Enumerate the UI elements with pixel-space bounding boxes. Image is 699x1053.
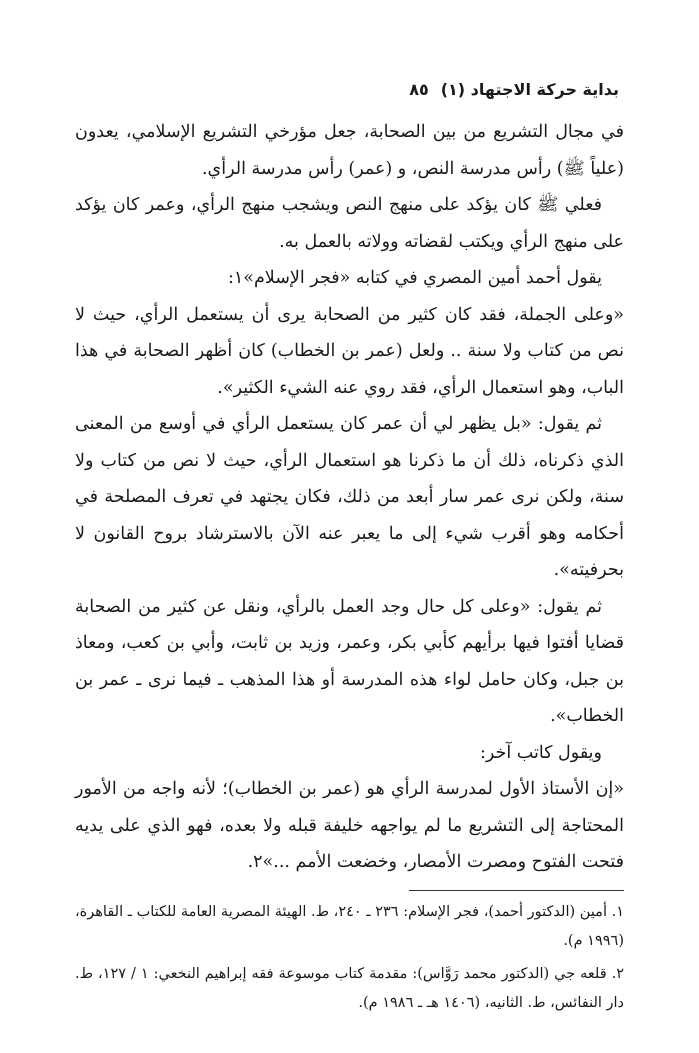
paragraph: في مجال التشريع من بين الصحابة، جعل مؤرخي التشريع الإسلامي، يعدون (علياً ﷺ) رأس مدرسة النص، و (عمر) رأس مدرسة الرأي.	[75, 122, 624, 179]
quote-paragraph: «إن الأستاذ الأول لمدرسة الرأي هو (عمر بن الخطاب)؛ لأنه واجه من الأمور المحتاجة إلى التشريع ما لم يواجهه خليفة قبله ولا بعده، فهو الذي على يديه فتحت الفتوح ومصرت الأمصار، وخضعت الأمم ...»٢.	[75, 779, 624, 872]
paragraph: ثم يقول: «وعلى كل حال وجد العمل بالرأي، ونقل عن كثير من الصحابة قضايا أفتوا فيها برأيهم كأبي بكر، وعمر، وزيد بن ثابت، وأبي بن كعب، ومعاذ بن جبل، وكان حامل لواء هذه المدرسة أو هذا المذهب ـ فيما نرى ـ عمر بن الخطاب».	[75, 596, 624, 726]
paragraph: يقول أحمد أمين المصري في كتابه «فجر الإسلام»١:	[227, 268, 602, 288]
footnote: ١. أمين (الدكتور أحمد)، فجر الإسلام: ٢٣٦ ـ ٢٤٠، ط. الهيئة المصرية العامة للكتاب ـ القاهرة، (١٩٩٦ م).	[75, 904, 625, 949]
paragraph: ويقول كاتب آخر:	[479, 742, 602, 763]
paragraph: فعلي ﷺ كان يؤكد على منهج النص ويشجب منهج الرأي، وعمر كان يؤكد على منهج الرأي ويكتب لقضاته وولاته بالعمل به.	[75, 195, 624, 252]
page-number: ٨٥	[409, 79, 429, 99]
main-text	[75, 114, 624, 881]
footnote: ٢. قلعه جي (الدكتور محمد رَوَّاس): مقدمة كتاب موسوعة فقه إبراهيم النخعي: ١ / ١٢٧، ط. دار النفائس، ط. الثانيه، (١٤٠٦ هـ ـ ١٩٨٦ م).	[75, 966, 624, 1011]
running-header	[80, 74, 619, 104]
paragraph: ثم يقول: «بل يظهر لي أن عمر كان يستعمل الرأي في أوسع من المعنى الذي ذكرناه، ذلك أن ما ذكرنا هو استعمال الرأي، حيث لا نص من كتاب ولا سنة، ولكن نرى عمر سار أبعد من ذلك، فكان يجتهد في تعرف المصلحة في أحكامه وهو أقرب شيء إلى ما يعبر عنه الآن بالاسترشاد بروح القانون لا بحرفيته».	[75, 414, 624, 580]
footnote-divider	[409, 890, 624, 891]
chapter-title: بداية حركة الاجتهاد (١)	[440, 79, 619, 99]
quote-paragraph: «وعلى الجملة، فقد كان كثير من الصحابة يرى أن يستعمل الرأي، حيث لا نص من كتاب ولا سنة .. ولعل (عمر بن الخطاب) كان أظهر الصحابة في هذا الباب، وهو استعمال الرأي، فقد روي عنه الشيء الكثير».	[75, 304, 624, 398]
footnotes	[75, 898, 624, 1018]
